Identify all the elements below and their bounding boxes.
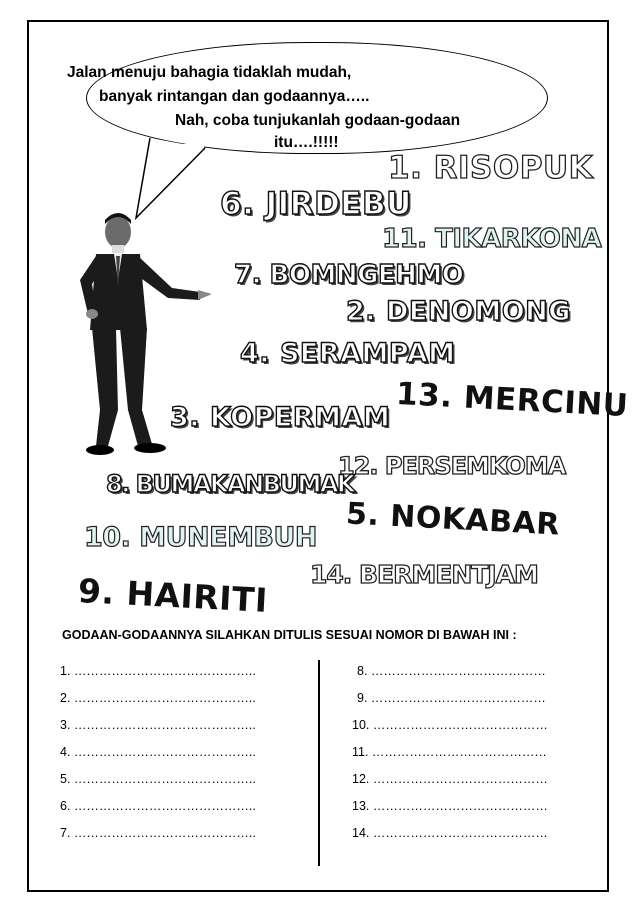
puzzle-word-7: 7. BOMNGEHMO bbox=[234, 260, 464, 290]
answer-line-8[interactable]: 8. …………………………………… bbox=[357, 664, 546, 678]
puzzle-word-1: 1. RISOPUK bbox=[388, 150, 594, 186]
answer-line-10[interactable]: 10. …………………………………… bbox=[352, 718, 548, 732]
bubble-line-3: Nah, coba tunjukanlah godaan-godaan bbox=[175, 112, 461, 129]
answer-line-12[interactable]: 12. …………………………………… bbox=[352, 772, 548, 786]
puzzle-word-12: 12. PERSEMKOMA bbox=[338, 452, 566, 480]
column-divider bbox=[318, 660, 320, 866]
answer-line-1[interactable]: 1. …………………………………….. bbox=[60, 664, 256, 678]
puzzle-word-6: 6. JIRDEBU bbox=[220, 186, 412, 222]
answer-line-4[interactable]: 4. …………………………………….. bbox=[60, 745, 256, 759]
answer-line-6[interactable]: 6. …………………………………….. bbox=[60, 799, 256, 813]
answer-line-11[interactable]: 11. …………………………………… bbox=[352, 745, 547, 759]
puzzle-word-5: 5. NOKABAR bbox=[345, 496, 561, 543]
answer-line-2[interactable]: 2. …………………………………….. bbox=[60, 691, 256, 705]
instruction-text: GODAAN-GODAANNYA SILAHKAN DITULIS SESUAI NOMOR DI BAWAH INI : bbox=[62, 628, 517, 642]
puzzle-word-13: 13. MERCINU bbox=[395, 375, 630, 425]
answer-line-5[interactable]: 5. …………………………………….. bbox=[60, 772, 256, 786]
puzzle-word-14: 14. BERMENTJAM bbox=[310, 560, 538, 589]
answer-line-3[interactable]: 3. …………………………………….. bbox=[60, 718, 256, 732]
bubble-line-4: itu….!!!!! bbox=[274, 134, 339, 151]
puzzle-word-9: 9. HAIRITI bbox=[77, 571, 269, 620]
puzzle-word-11: 11. TIKARKONA bbox=[382, 224, 602, 254]
puzzle-word-3: 3. KOPERMAM bbox=[170, 402, 391, 433]
puzzle-word-8: 8. BUMAKANBUMAK bbox=[106, 470, 355, 498]
puzzle-word-4: 4. SERAMPAM bbox=[240, 338, 456, 369]
answer-line-9[interactable]: 9. …………………………………… bbox=[357, 691, 546, 705]
answer-line-14[interactable]: 14. …………………………………… bbox=[352, 826, 548, 840]
puzzle-word-10: 10. MUNEMBUH bbox=[84, 522, 318, 553]
puzzle-word-2: 2. DENOMONG bbox=[346, 296, 571, 327]
answer-line-13[interactable]: 13. …………………………………… bbox=[352, 799, 548, 813]
bubble-line-1: Jalan menuju bahagia tidaklah mudah, bbox=[67, 64, 352, 81]
bubble-line-2: banyak rintangan dan godaannya….. bbox=[99, 88, 370, 105]
answer-line-7[interactable]: 7. …………………………………….. bbox=[60, 826, 256, 840]
